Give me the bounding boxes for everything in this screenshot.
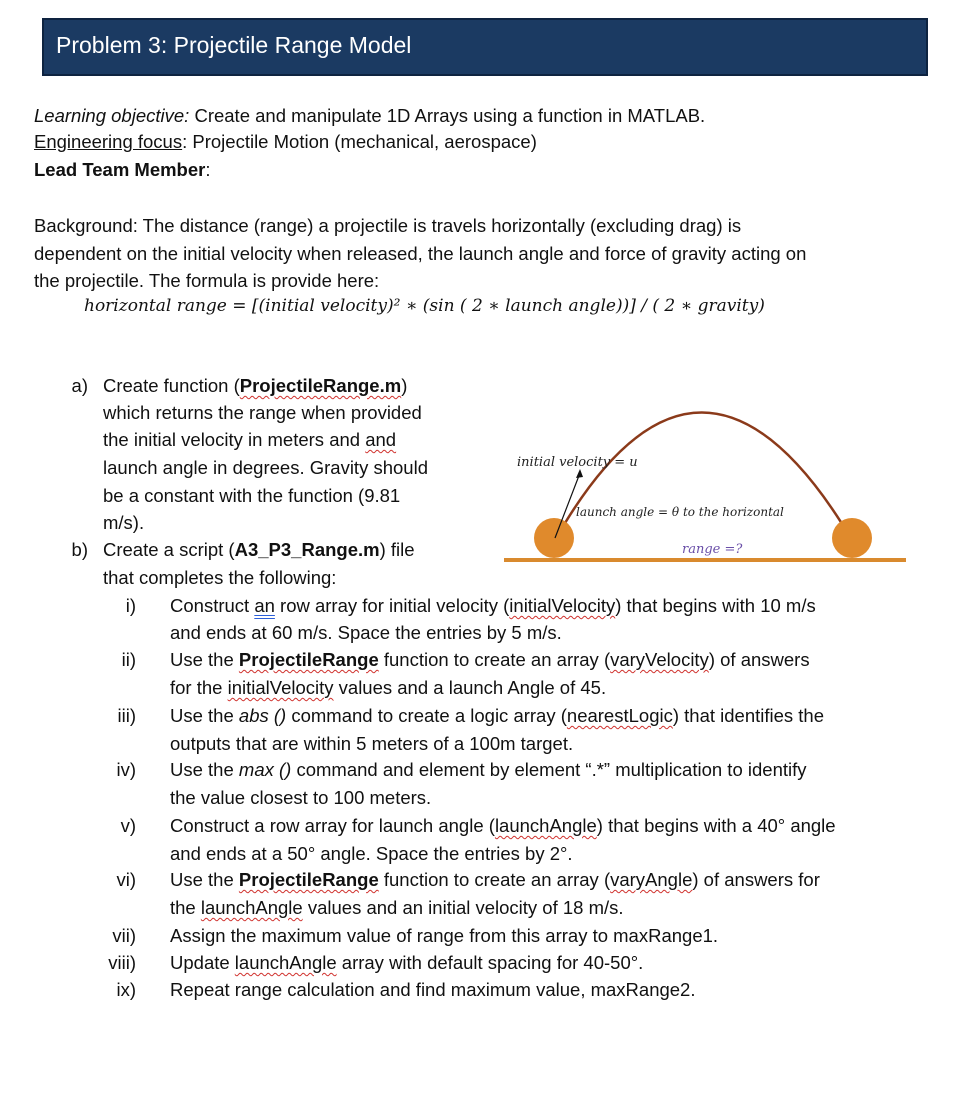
text-segment: abs () [238, 705, 287, 726]
text-segment: launchAngle [200, 897, 303, 918]
text-segment: ) of answers for [692, 869, 820, 890]
text-line [170, 869, 820, 891]
list-marker: iv) [116, 759, 136, 780]
text-segment: for the [170, 677, 228, 698]
text-segment: m/s). [103, 512, 145, 533]
text-segment: outputs that are within 5 meters of a 100m target. [170, 733, 574, 754]
text-line [103, 539, 415, 561]
text-segment: Repeat range calculation and find maximum value, maxRange2. [170, 979, 696, 1000]
text-line [170, 705, 824, 727]
text-segment: Construct [170, 595, 255, 616]
text-segment: Background: The distance (range) a projectile is travels horizontally (excluding drag) is [34, 215, 742, 236]
text-segment: Lead Team Member [34, 159, 206, 180]
text-segment: Create function ( [103, 375, 240, 396]
text-segment: Assign the maximum value of range from this array to maxRange1. [170, 925, 719, 946]
text-segment: Use the [170, 705, 239, 726]
text-segment: an [254, 595, 275, 616]
text-line [170, 925, 718, 947]
text-line [170, 897, 624, 919]
text-segment: Use the [170, 649, 239, 670]
text-segment: array with default spacing for 40-50°. [336, 952, 644, 973]
text-line [170, 815, 836, 837]
problem-title: Problem 3: Projectile Range Model [56, 32, 412, 58]
text-segment: launch angle in degrees. Gravity should [103, 457, 428, 478]
text-segment: Use the [170, 759, 239, 780]
text-line [103, 567, 336, 589]
text-segment: and ends at a 50° angle. Space the entries by 2°. [170, 843, 573, 864]
text-line [34, 105, 705, 127]
text-segment: be a constant with the function (9.81 [103, 485, 401, 506]
list-marker: vi) [116, 869, 136, 890]
text-line [170, 595, 816, 617]
text-segment: ProjectileRange.m [239, 375, 402, 396]
text-segment: values and a launch Angle of 45. [333, 677, 607, 698]
list-marker: vii) [112, 925, 136, 946]
text-line [34, 215, 741, 237]
text-segment: initialVelocity [509, 595, 616, 616]
list-marker: b) [71, 539, 88, 560]
text-segment: command to create a logic array ( [286, 705, 567, 726]
list-marker: v) [120, 815, 136, 836]
text-line [170, 979, 696, 1001]
text-line [34, 270, 379, 292]
text-segment: Create and manipulate 1D Arrays using a function in MATLAB. [189, 105, 706, 126]
text-segment: the [170, 897, 201, 918]
text-line [170, 677, 606, 699]
velocity-label: initial velocity = u [517, 455, 638, 470]
text-line [34, 159, 211, 181]
text-segment: the projectile. The formula is provide here: [34, 270, 380, 291]
text-segment: ProjectileRange [238, 649, 379, 670]
text-segment: Construct a row array for launch angle ( [170, 815, 495, 836]
list-marker: i) [125, 595, 136, 616]
text-line [170, 952, 643, 974]
text-segment: A3_P3_Range.m [234, 539, 380, 560]
text-segment: max () [238, 759, 292, 780]
text-segment: row array for initial velocity ( [274, 595, 510, 616]
text-line [170, 649, 810, 671]
range-formula: horizontal range = [(initial velocity)² ∗ (sin ( 2 ∗ launch angle))] / ( 2 ∗ gravity) [84, 296, 765, 316]
trajectory-path [555, 413, 852, 541]
text-segment: ) that begins with a 40° angle [596, 815, 836, 836]
text-line [103, 402, 422, 424]
text-line [170, 843, 573, 865]
text-segment: ) of answers [708, 649, 810, 670]
text-segment: function to create an array ( [378, 869, 611, 890]
text-segment: and ends at 60 m/s. Space the entries by 5 m/s. [170, 622, 562, 643]
text-segment: launchAngle [234, 952, 337, 973]
text-segment: launchAngle [494, 815, 597, 836]
text-line [103, 457, 428, 479]
end-ball [832, 518, 872, 558]
text-segment: : Projectile Motion (mechanical, aerospace) [182, 131, 537, 152]
text-segment: function to create an array ( [378, 649, 611, 670]
text-segment: ) [401, 375, 408, 396]
text-segment: Use the [170, 869, 239, 890]
text-segment: that completes the following: [103, 567, 337, 588]
text-segment: the initial velocity in meters and [103, 429, 366, 450]
start-ball [534, 518, 574, 558]
text-segment: Learning objective: [34, 105, 190, 126]
text-segment: initialVelocity [227, 677, 334, 698]
projectile-diagram [500, 355, 910, 570]
text-segment: values and an initial velocity of 18 m/s. [302, 897, 624, 918]
problem-header [42, 18, 928, 76]
text-line [103, 512, 144, 534]
text-line [34, 243, 806, 265]
ground-line [504, 558, 906, 562]
text-segment: dependent on the initial velocity when released, the launch angle and force of gravity acting on [34, 243, 807, 264]
text-segment: Update [170, 952, 235, 973]
text-segment: which returns the range when provided [103, 402, 422, 423]
text-segment: ProjectileRange [238, 869, 379, 890]
text-segment: the value closest to 100 meters. [170, 787, 432, 808]
text-segment: ) file [379, 539, 415, 560]
text-segment: varyAngle [610, 869, 693, 890]
text-line [170, 787, 431, 809]
text-segment: command and element by element “.*” multiplication to identify [291, 759, 807, 780]
text-segment: ) that identifies the [672, 705, 825, 726]
text-segment: Engineering focus [34, 131, 183, 152]
list-marker: a) [71, 375, 88, 396]
text-line [103, 429, 396, 451]
list-marker: iii) [117, 705, 136, 726]
text-segment: ) that begins with 10 m/s [615, 595, 816, 616]
text-line [170, 622, 562, 644]
text-segment: and [365, 429, 397, 450]
text-line [103, 485, 400, 507]
list-marker: ix) [116, 979, 136, 1000]
text-line [103, 375, 407, 397]
list-marker: ii) [121, 649, 136, 670]
text-segment: Create a script ( [103, 539, 235, 560]
text-line [34, 131, 537, 153]
text-line [170, 759, 807, 781]
text-segment: : [205, 159, 211, 180]
range-label: range =? [682, 542, 743, 557]
text-segment: nearestLogic [566, 705, 673, 726]
arrow-head-icon [576, 469, 583, 478]
text-line [170, 733, 573, 755]
angle-label: launch angle = θ to the horizontal [576, 505, 784, 519]
list-marker: viii) [108, 952, 136, 973]
text-segment: varyVelocity [610, 649, 709, 670]
